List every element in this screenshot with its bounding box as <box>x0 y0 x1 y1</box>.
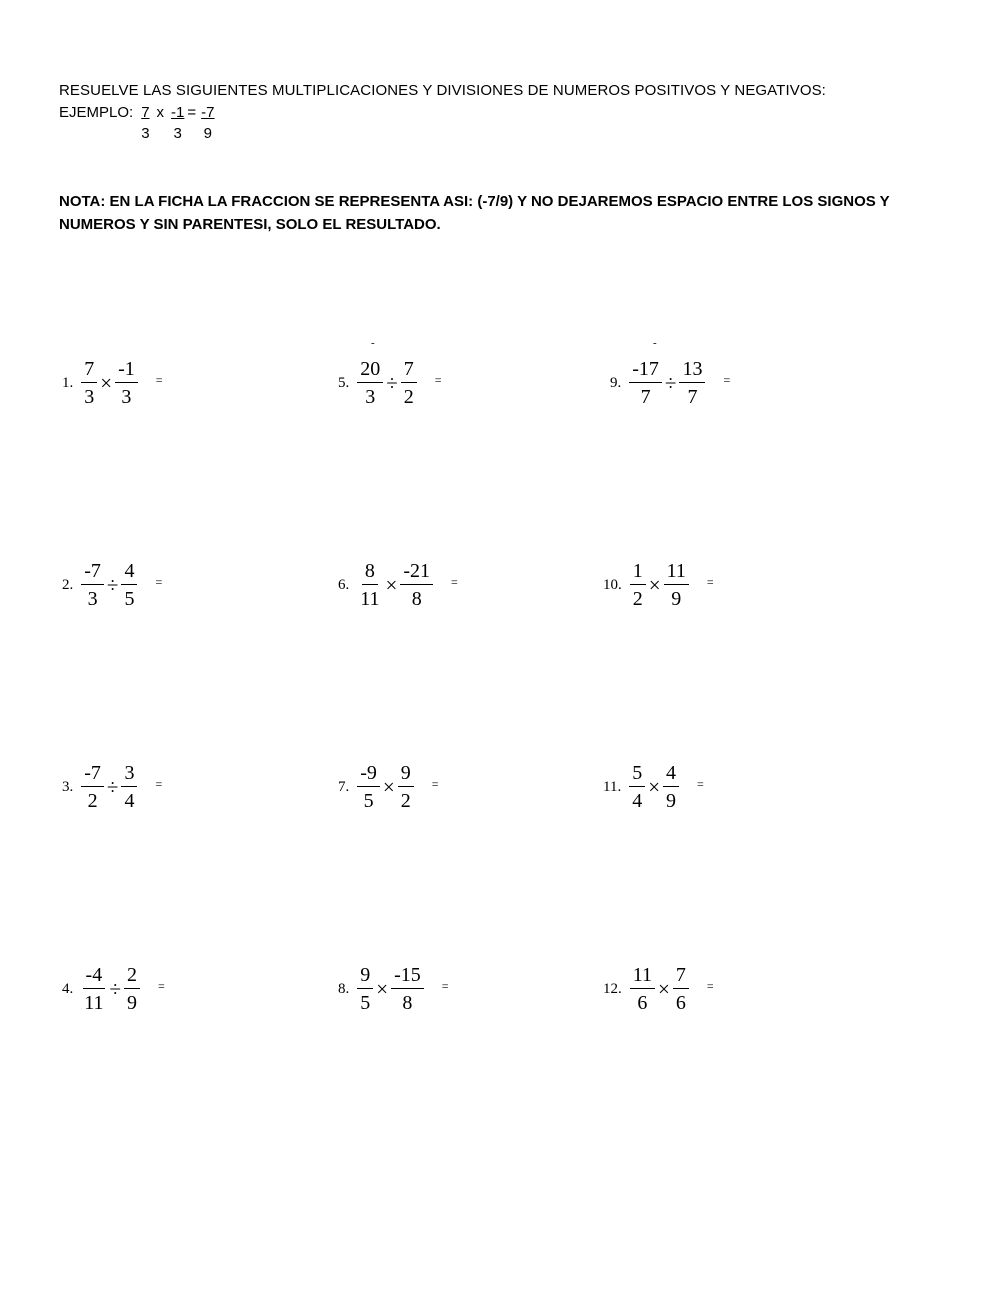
problem-number: 2. <box>62 576 74 593</box>
problem-10 <box>603 555 714 615</box>
fraction-b <box>673 964 689 1014</box>
denominator: 11 <box>360 588 380 610</box>
denominator: 2 <box>400 790 411 812</box>
note-text: NOTA: EN LA FICHA LA FRACCION SE REPRESENTA ASI: (-7/9) Y NO DEJAREMOS ESPACIO ENTRE LOS SIGNOS Y NUMEROS Y SIN PARENTESI, SOLO EL RESULTADO. <box>59 193 890 233</box>
numerator: 2 <box>124 964 140 989</box>
numerator: -7 <box>81 560 104 585</box>
equals-sign: = <box>158 978 165 993</box>
problem-9 <box>610 353 730 413</box>
fraction-a <box>357 762 380 812</box>
equals-sign: = <box>155 776 163 791</box>
equals-sign: = <box>706 574 714 589</box>
example-result-denominator: 9 <box>203 125 212 142</box>
denominator: 3 <box>84 386 95 408</box>
problem-number: 9. <box>610 374 622 391</box>
problem-7 <box>338 757 439 817</box>
equals-sign: = <box>706 978 714 993</box>
problem-number: 8. <box>338 980 350 997</box>
instruction-text: RESUELVE LAS SIGUIENTES MULTIPLICACIONES Y DIVISIONES DE NUMEROS POSITIVOS Y NEGATIVOS: <box>59 82 826 99</box>
numerator: -15 <box>391 964 424 989</box>
divide-operator: ÷ <box>106 774 119 799</box>
problem-8 <box>338 959 449 1019</box>
fraction-a <box>81 762 104 812</box>
problem-12 <box>603 959 714 1019</box>
example-b-denominator: 3 <box>173 125 182 142</box>
denominator: 8 <box>411 588 422 610</box>
numerator: -1 <box>115 358 138 383</box>
multiply-operator: × <box>648 572 661 597</box>
problem-3 <box>62 757 162 817</box>
problem-number: 12. <box>603 980 622 997</box>
denominator: 3 <box>121 386 132 408</box>
fraction-b <box>679 358 705 408</box>
example-fraction-b <box>171 104 184 143</box>
fraction-b <box>115 358 138 408</box>
numerator: 7 <box>673 964 689 989</box>
denominator: 2 <box>632 588 643 610</box>
problem-number: 10. <box>603 576 622 593</box>
denominator: 6 <box>637 992 648 1014</box>
fraction-a <box>357 358 383 408</box>
divide-operator: ÷ <box>664 370 677 395</box>
multiply-operator: × <box>382 774 395 799</box>
fraction-a <box>81 358 97 408</box>
example-result-fraction <box>201 104 214 143</box>
example-a-denominator: 3 <box>141 125 150 142</box>
denominator: 3 <box>87 588 98 610</box>
example-operator: x <box>156 104 165 121</box>
numerator: 9 <box>357 964 373 989</box>
denominator: 5 <box>363 790 374 812</box>
denominator: 7 <box>640 386 651 408</box>
numerator: 1 <box>630 560 646 585</box>
fraction-b <box>663 762 679 812</box>
fraction-a <box>630 964 655 1014</box>
numerator: 8 <box>362 560 378 585</box>
fraction-a <box>629 762 645 812</box>
stray-mark: - <box>371 337 375 349</box>
numerator: 5 <box>629 762 645 787</box>
denominator: 7 <box>687 386 698 408</box>
problem-number: 3. <box>62 778 74 795</box>
equals-sign: = <box>431 776 439 791</box>
numerator: -17 <box>629 358 662 383</box>
fraction-a <box>81 964 106 1014</box>
numerator: -21 <box>400 560 433 585</box>
numerator: 13 <box>679 358 705 383</box>
equals-sign: = <box>697 776 704 791</box>
numerator: 7 <box>81 358 97 383</box>
denominator: 2 <box>87 790 98 812</box>
multiply-operator: × <box>376 976 389 1001</box>
denominator: 9 <box>127 992 138 1014</box>
denominator: 4 <box>124 790 135 812</box>
divide-operator: ÷ <box>109 976 122 1001</box>
denominator: 9 <box>666 790 677 812</box>
example-label: EJEMPLO: <box>59 104 134 121</box>
problem-6 <box>338 555 458 615</box>
problem-11 <box>603 757 704 817</box>
numerator: -9 <box>357 762 380 787</box>
example-fraction-a <box>141 104 149 143</box>
denominator: 6 <box>675 992 686 1014</box>
fraction-a <box>81 560 104 610</box>
problem-4 <box>62 959 165 1019</box>
numerator: 11 <box>630 964 655 989</box>
fraction-b <box>121 762 137 812</box>
multiply-operator: × <box>658 976 670 1001</box>
multiply-operator: × <box>648 774 661 799</box>
problem-number: 7. <box>338 778 350 795</box>
example-a-numerator: 7 <box>141 104 150 121</box>
fraction-b <box>124 964 140 1014</box>
denominator: 11 <box>84 992 104 1014</box>
problem-number: 4. <box>62 980 74 997</box>
example-equals: = <box>187 104 197 121</box>
denominator: 2 <box>403 386 414 408</box>
problem-number: 6. <box>338 576 350 593</box>
numerator: 20 <box>357 358 383 383</box>
problem-1 <box>62 353 163 413</box>
equals-sign: = <box>155 372 163 387</box>
numerator: 4 <box>121 560 137 585</box>
equals-sign: = <box>451 574 458 589</box>
equals-sign: = <box>434 372 442 387</box>
numerator: 3 <box>121 762 137 787</box>
numerator: 4 <box>663 762 679 787</box>
multiply-operator: × <box>385 572 398 597</box>
problem-number: 1. <box>62 374 74 391</box>
numerator: 7 <box>401 358 417 383</box>
fraction-b <box>400 560 433 610</box>
multiply-operator: × <box>100 370 113 395</box>
problem-number: 5. <box>338 374 350 391</box>
denominator: 3 <box>365 386 376 408</box>
fraction-b <box>391 964 424 1014</box>
divide-operator: ÷ <box>386 370 398 395</box>
divide-operator: ÷ <box>106 572 119 597</box>
fraction-a <box>357 964 373 1014</box>
numerator: -7 <box>81 762 104 787</box>
numerator: 11 <box>664 560 689 585</box>
fraction-b <box>398 762 414 812</box>
problem-5 <box>338 353 442 413</box>
fraction-b <box>121 560 137 610</box>
numerator: 9 <box>398 762 414 787</box>
equals-sign: = <box>441 978 449 993</box>
denominator: 4 <box>632 790 643 812</box>
denominator: 8 <box>402 992 413 1014</box>
example-row <box>59 104 214 143</box>
denominator: 5 <box>124 588 135 610</box>
fraction-b <box>664 560 689 610</box>
equals-sign: = <box>723 372 731 387</box>
numerator: -4 <box>83 964 106 989</box>
fraction-a <box>629 358 662 408</box>
fraction-b <box>401 358 417 408</box>
example-b-numerator: -1 <box>171 104 185 121</box>
problem-2 <box>62 555 162 615</box>
stray-mark: - <box>653 337 657 349</box>
equals-sign: = <box>155 574 163 589</box>
denominator: 5 <box>360 992 371 1014</box>
denominator: 9 <box>671 588 682 610</box>
problem-number: 11. <box>603 778 622 795</box>
example-result-numerator: -7 <box>201 104 215 121</box>
fraction-a <box>357 560 382 610</box>
fraction-a <box>630 560 646 610</box>
